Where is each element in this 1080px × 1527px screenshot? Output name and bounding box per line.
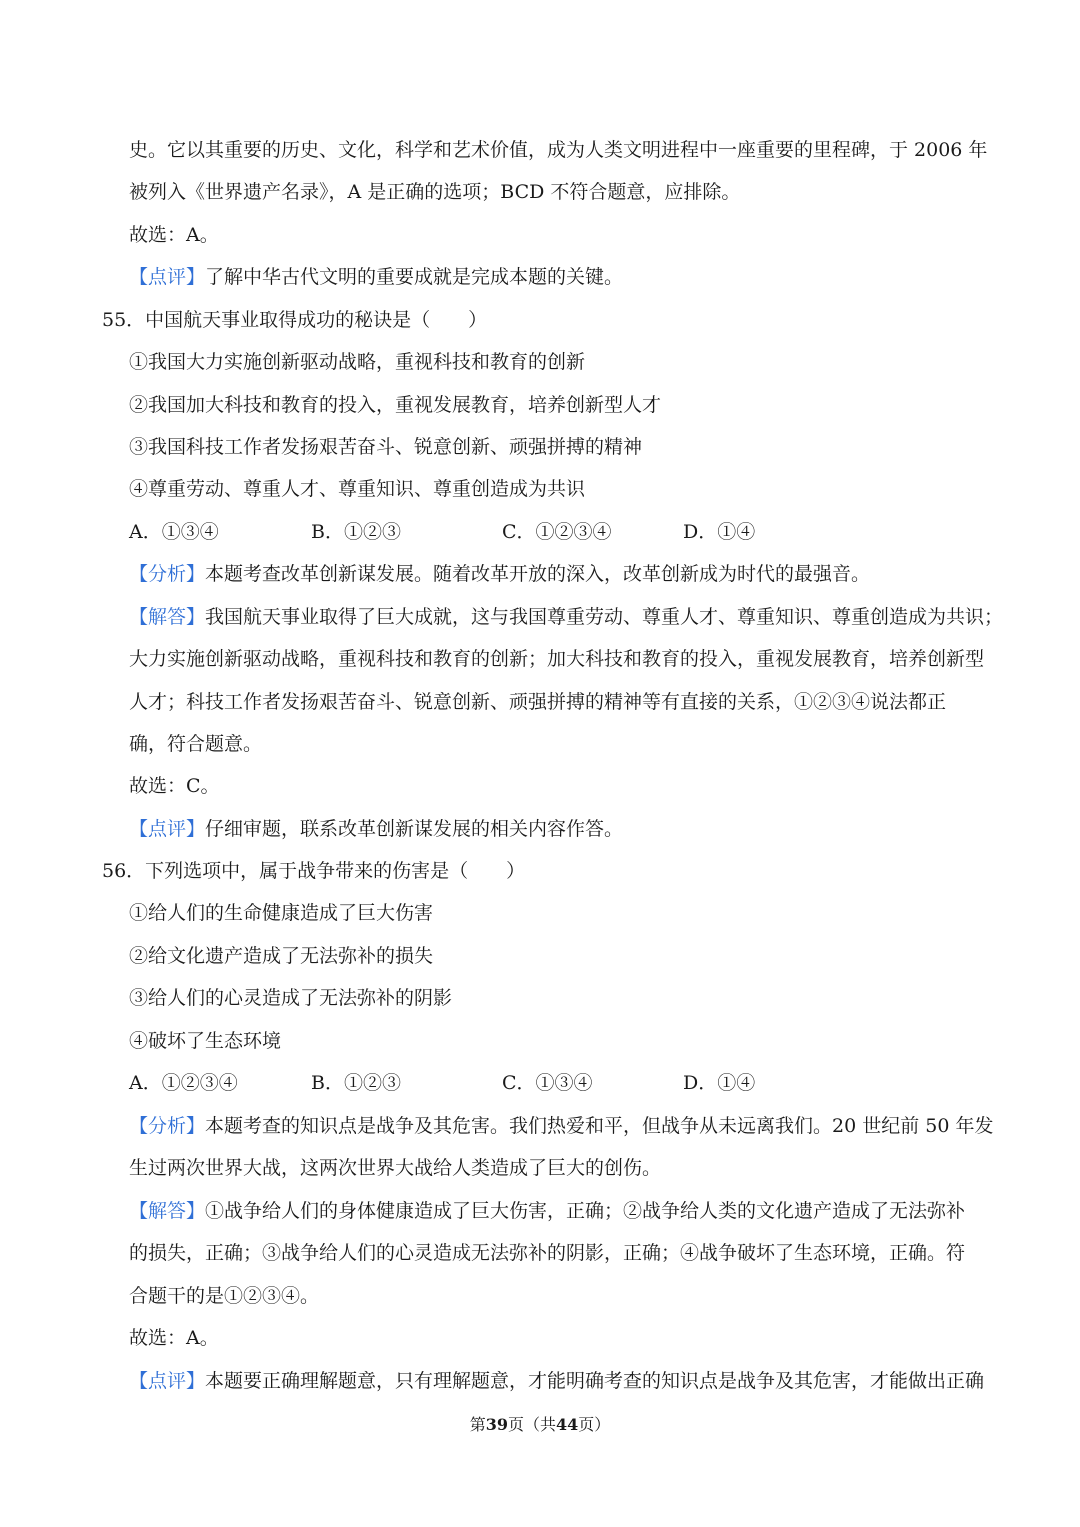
comment-line	[0, 262, 1080, 292]
solution-text: 我国航天事业取得了巨大成就，这与我国尊重劳动、尊重人才、尊重知识、尊重创造成为共识；	[205, 606, 1004, 628]
solution-tag: 【解答】	[129, 1200, 206, 1222]
solution-text: ①战争给人们的身体健康造成了巨大伤害，正确；②战争给人类的文化遗产造成了无法弥补	[205, 1200, 966, 1222]
statement-item: ①我国大力实施创新驱动战略，重视科技和教育的创新	[129, 351, 586, 373]
comment-line	[0, 814, 1080, 844]
statement-item: ③我国科技工作者发扬艰苦奋斗、锐意创新、顽强拼搏的精神	[129, 436, 643, 458]
solution-line	[0, 602, 1080, 632]
statement-item: ②给文化遗产造成了无法弥补的损失	[129, 945, 434, 967]
solution-text: 合题干的是①②③④。	[129, 1285, 320, 1307]
solution-text: 的损失，正确；③战争给人们的心灵造成无法弥补的阴影，正确；④战争破坏了生态环境，正确。符	[129, 1242, 966, 1264]
comment-text: 本题要正确理解题意，只有理解题意，才能明确考查的知识点是战争及其危害，才能做出正确	[205, 1370, 985, 1392]
analysis-text: 本题考查改革创新谋发展。随着改革开放的深入，改革创新成为时代的最强音。	[205, 563, 871, 585]
statement-item: ④尊重劳动、尊重人才、尊重知识、尊重创造成为共识	[129, 478, 586, 500]
statement-item: ③给人们的心灵造成了无法弥补的阴影	[129, 987, 453, 1009]
footer-mid: 页（共	[507, 1415, 556, 1434]
answer-line: 故选：A。	[129, 224, 219, 246]
comment-tag: 【点评】	[129, 818, 206, 840]
statement-item: ④破坏了生态环境	[129, 1030, 282, 1052]
analysis-tag: 【分析】	[129, 563, 206, 585]
option-b: B．①②③	[311, 521, 401, 543]
option-b: B．①②③	[311, 1072, 401, 1094]
answer-line: 故选：C。	[129, 775, 220, 797]
statement-item: ①给人们的生命健康造成了巨大伤害	[129, 902, 434, 924]
option-a: A．①③④	[129, 521, 219, 543]
answer-line: 故选：A。	[129, 1327, 219, 1349]
options-row	[0, 517, 1080, 547]
solution-text: 大力实施创新驱动战略，重视科技和教育的创新；加大科技和教育的投入，重视发展教育，培养创新型	[129, 648, 985, 670]
question-stem: 56．下列选项中，属于战争带来的伤害是（ ）	[102, 860, 526, 882]
option-a: A．①②③④	[129, 1072, 238, 1094]
analysis-tag: 【分析】	[129, 1115, 206, 1137]
comment-text: 仔细审题，联系改革创新谋发展的相关内容作答。	[205, 818, 624, 840]
footer-total-pages: 44	[556, 1415, 579, 1434]
solution-text: 人才；科技工作者发扬艰苦奋斗、锐意创新、顽强拼搏的精神等有直接的关系，①②③④说法都正	[129, 691, 947, 713]
footer-suffix: 页）	[578, 1415, 611, 1434]
option-c: C．①②③④	[502, 521, 612, 543]
solution-text: 确，符合题意。	[129, 733, 263, 755]
analysis-text: 本题考查的知识点是战争及其危害。我们热爱和平，但战争从未远离我们。20 世纪前 50 年发	[205, 1115, 994, 1137]
comment-tag: 【点评】	[129, 1370, 206, 1392]
options-row	[0, 1068, 1080, 1098]
option-c: C．①③④	[502, 1072, 593, 1094]
text-line: 被列入《世界遗产名录》，A 是正确的选项；BCD 不符合题意，应排除。	[129, 181, 741, 203]
statement-item: ②我国加大科技和教育的投入，重视发展教育，培养创新型人才	[129, 394, 662, 416]
question-stem: 55．中国航天事业取得成功的秘诀是（ ）	[102, 309, 488, 331]
solution-tag: 【解答】	[129, 606, 206, 628]
option-d: D．①④	[683, 521, 756, 543]
comment-text: 了解中华古代文明的重要成就是完成本题的关键。	[205, 266, 624, 288]
solution-line	[0, 1196, 1080, 1226]
comment-tag: 【点评】	[129, 266, 206, 288]
footer-page-number: 39	[485, 1415, 508, 1434]
analysis-text: 生过两次世界大战，这两次世界大战给人类造成了巨大的创伤。	[129, 1157, 662, 1179]
footer-prefix: 第	[469, 1415, 486, 1434]
analysis-line	[0, 559, 1080, 589]
text-line: 史。它以其重要的历史、文化，科学和艺术价值，成为人类文明进程中一座重要的里程碑，于 2006 年	[129, 139, 988, 161]
analysis-line	[0, 1111, 1080, 1141]
option-d: D．①④	[683, 1072, 756, 1094]
comment-line	[0, 1366, 1080, 1396]
page-footer	[0, 1412, 1080, 1438]
